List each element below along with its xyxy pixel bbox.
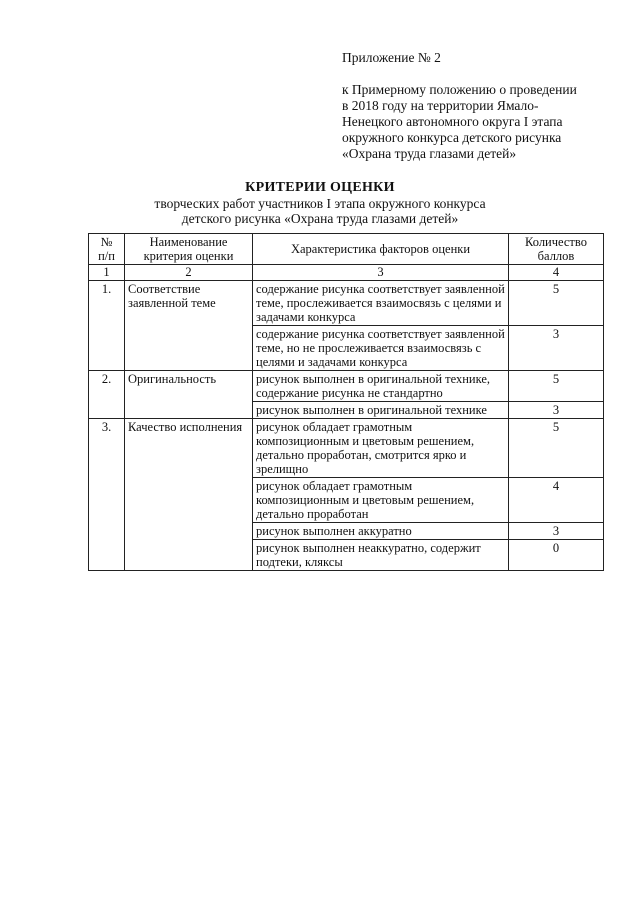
table-row xyxy=(89,371,604,402)
heading-subtitle: творческих работ участников I этапа окружного конкурса xyxy=(154,196,486,211)
appendix-line: к Примерному положению о проведении xyxy=(342,82,577,97)
appendix-block xyxy=(342,50,612,162)
heading-subtitle: детского рисунка «Охрана труда глазами детей» xyxy=(181,211,459,226)
document-heading xyxy=(0,180,640,226)
column-number: 3 xyxy=(253,265,509,281)
header-characteristic: Характеристика факторов оценки xyxy=(253,234,509,265)
factor-score: 3 xyxy=(509,326,604,371)
criterion-name: Соответствие заявленной теме xyxy=(125,281,253,371)
appendix-line: Ненецкого автономного округа I этапа xyxy=(342,114,563,129)
factor-score: 5 xyxy=(509,281,604,326)
column-number: 1 xyxy=(89,265,125,281)
factor-text: содержание рисунка соответствует заявленной теме, но не прослеживается взаимосвязь с целями и задачами конкурса xyxy=(253,326,509,371)
criteria-table xyxy=(88,233,604,571)
column-number: 2 xyxy=(125,265,253,281)
table-row xyxy=(89,419,604,478)
criterion-number: 1. xyxy=(89,281,125,371)
factor-score: 5 xyxy=(509,371,604,402)
factor-score: 3 xyxy=(509,523,604,540)
column-number: 4 xyxy=(509,265,604,281)
factor-text: содержание рисунка соответствует заявленной теме, прослеживается взаимосвязь с целями и задачами конкурса xyxy=(253,281,509,326)
criterion-number: 3. xyxy=(89,419,125,571)
factor-score: 5 xyxy=(509,419,604,478)
header-num: № п/п xyxy=(89,234,125,265)
criterion-name: Оригинальность xyxy=(125,371,253,419)
criterion-name: Качество исполнения xyxy=(125,419,253,571)
column-number-row xyxy=(89,265,604,281)
header-name: Наименование критерия оценки xyxy=(125,234,253,265)
factor-text: рисунок обладает грамотным композиционным и цветовым решением, детально проработан, смотрится ярко и зрелищно xyxy=(253,419,509,478)
factor-text: рисунок выполнен в оригинальной технике xyxy=(253,402,509,419)
table-row xyxy=(89,281,604,326)
appendix-line: окружного конкурса детского рисунка xyxy=(342,130,562,145)
factor-score: 4 xyxy=(509,478,604,523)
factor-score: 0 xyxy=(509,540,604,571)
heading-title: КРИТЕРИИ ОЦЕНКИ xyxy=(245,180,395,195)
factor-score: 3 xyxy=(509,402,604,419)
factor-text: рисунок выполнен неаккуратно, содержит подтеки, кляксы xyxy=(253,540,509,571)
factor-text: рисунок выполнен аккуратно xyxy=(253,523,509,540)
appendix-line: «Охрана труда глазами детей» xyxy=(342,146,517,161)
appendix-title: Приложение № 2 xyxy=(342,50,441,65)
factor-text: рисунок выполнен в оригинальной технике, содержание рисунка не стандартно xyxy=(253,371,509,402)
criterion-number: 2. xyxy=(89,371,125,419)
factor-text: рисунок обладает грамотным композиционным и цветовым решением, детально проработан xyxy=(253,478,509,523)
table-header-row xyxy=(89,234,604,265)
header-score: Количество баллов xyxy=(509,234,604,265)
appendix-line: в 2018 году на территории Ямало- xyxy=(342,98,539,113)
